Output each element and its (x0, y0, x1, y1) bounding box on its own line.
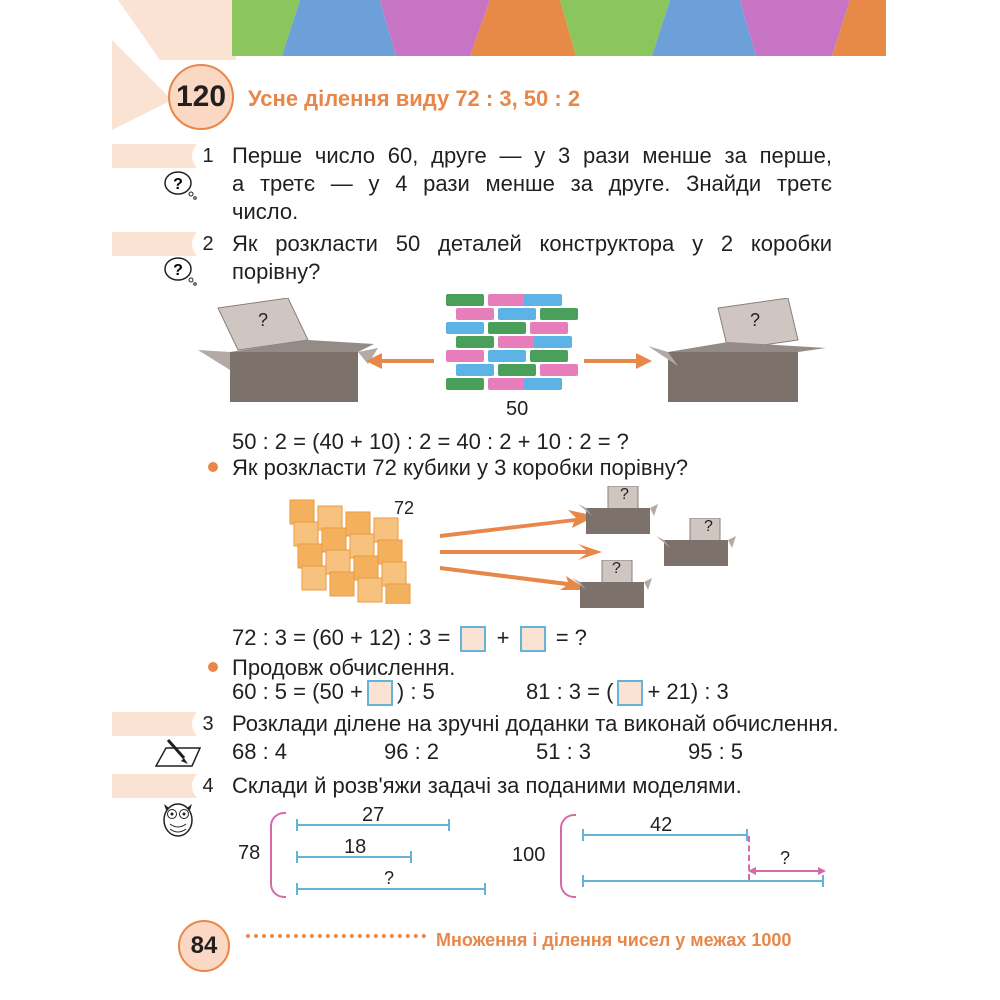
lego-brick (498, 364, 536, 376)
model-2-total: 100 (512, 844, 546, 866)
task-1-line-3: число. (232, 199, 299, 224)
task-4-text: Склади й розв'яжи задачі за поданими моделями. (232, 773, 742, 798)
lego-brick (446, 378, 484, 390)
footer-section-title: Множення і ділення чисел у межах 1000 (436, 930, 792, 950)
box-left-question: ? (258, 310, 269, 330)
equation-72 (232, 624, 587, 652)
model-2-segment-2 (582, 880, 824, 882)
arrow-right-icon (582, 350, 652, 372)
lego-brick (488, 322, 526, 334)
task-3-number: 3 (192, 708, 224, 740)
equation-72-plus: + (496, 625, 510, 650)
page-number: 84 (178, 920, 230, 972)
small-box-2-image (656, 518, 736, 570)
lego-brick (530, 322, 568, 334)
pencil-writing-icon (154, 736, 202, 770)
task-1-line-2: а третє — у 4 рази менше за друге. Знайди третє (232, 171, 832, 196)
task-3-text: Розклади ділене на зручні доданки та виконай обчислення. (232, 711, 839, 736)
cube (330, 572, 354, 596)
lego-brick (456, 308, 494, 320)
equation-81-left: 81 : 3 = ( (526, 679, 614, 704)
lego-brick (498, 308, 536, 320)
cubes-count: 72 (394, 498, 415, 518)
footer-dots (246, 934, 426, 938)
equation-60-right: ) : 5 (396, 679, 435, 704)
lego-pile-image (440, 290, 580, 400)
lego-brick (446, 350, 484, 362)
bullet-2-text: Продовж обчислення. (232, 655, 456, 680)
equation-81-right: + 21) : 3 (647, 679, 729, 704)
cube (294, 522, 318, 546)
task-2-number: 2 (192, 228, 224, 260)
cube (382, 562, 406, 586)
model-2-brace (560, 814, 576, 898)
task-4-number: 4 (192, 770, 224, 802)
svg-text:?: ? (173, 176, 183, 193)
arrow-left-icon (366, 350, 436, 372)
cube (354, 556, 378, 580)
model-1-brace (270, 812, 286, 898)
answer-blank-3[interactable] (367, 680, 393, 706)
bullet-1-text: Як розкласти 72 кубики у 3 коробки порівну? (232, 455, 688, 480)
cube (374, 518, 398, 542)
lego-brick (446, 322, 484, 334)
lesson-title: Усне ділення виду 72 : 3, 50 : 2 (248, 86, 581, 111)
equation-72-right: = ? (555, 625, 587, 650)
cube (350, 534, 374, 558)
answer-blank-1[interactable] (460, 626, 486, 652)
task-3-item-1: 68 : 4 (232, 739, 288, 764)
equation-60-left: 60 : 5 = (50 + (232, 679, 363, 704)
owl-icon (160, 800, 196, 838)
box-right-image (648, 298, 830, 408)
task-2-line-1: Як розкласти 50 деталей конструктора у 2 коробки (232, 231, 832, 256)
lego-brick (498, 336, 536, 348)
small-box-2-question: ? (704, 518, 713, 535)
bullet-1 (208, 462, 218, 472)
task-3-item-4: 95 : 5 (688, 739, 744, 764)
lesson-number-badge: 120 (168, 64, 234, 130)
lego-brick (456, 336, 494, 348)
task-1-number: 1 (192, 140, 224, 172)
task-3-item-2: 96 : 2 (384, 739, 440, 764)
answer-blank-2[interactable] (520, 626, 546, 652)
task-1-line-1: Перше число 60, друге — у 3 рази менше за перше, (232, 143, 832, 168)
equation-60 (232, 678, 435, 706)
task-1-text (232, 142, 832, 226)
cube (290, 500, 314, 524)
cube (326, 550, 350, 574)
lego-count: 50 (506, 398, 529, 420)
model-1-label-1: 27 (362, 804, 385, 826)
lego-brick (524, 378, 562, 390)
box-left-image (198, 298, 380, 408)
box-right-question: ? (750, 310, 761, 330)
lego-brick (488, 378, 526, 390)
lego-brick (446, 294, 484, 306)
task-2-line-2: порівну? (232, 259, 321, 284)
bullet-2 (208, 662, 218, 672)
cube (302, 566, 326, 590)
question-thought-icon (162, 256, 198, 286)
equation-81 (526, 678, 729, 706)
lego-brick (534, 336, 572, 348)
cube (346, 512, 370, 536)
model-1-label-2: 18 (344, 836, 367, 858)
small-box-3-question: ? (612, 560, 621, 577)
lego-brick (456, 364, 494, 376)
cube (358, 578, 382, 602)
answer-blank-4[interactable] (617, 680, 643, 706)
cube (298, 544, 322, 568)
model-2-label-1: 42 (650, 814, 673, 836)
lego-brick (524, 294, 562, 306)
model-1-label-3: ? (384, 868, 395, 888)
model-1-total: 78 (238, 842, 261, 864)
model-2-label-diff: ? (780, 848, 791, 868)
cube (318, 506, 342, 530)
cube (322, 528, 346, 552)
lego-brick (530, 350, 568, 362)
question-thought-icon (162, 170, 198, 200)
lego-brick (488, 294, 526, 306)
small-box-1-image (578, 486, 658, 538)
small-box-1-question: ? (620, 486, 629, 503)
cube (386, 584, 410, 604)
task-2-text (232, 230, 832, 286)
lego-brick (540, 308, 578, 320)
lego-brick (488, 350, 526, 362)
task-3-item-3: 51 : 3 (536, 739, 592, 764)
equation-50: 50 : 2 = (40 + 10) : 2 = 40 : 2 + 10 : 2 = ? (232, 429, 629, 454)
equation-72-left: 72 : 3 = (60 + 12) : 3 = (232, 625, 451, 650)
cube (378, 540, 402, 564)
svg-text:?: ? (173, 262, 183, 279)
lego-brick (540, 364, 578, 376)
